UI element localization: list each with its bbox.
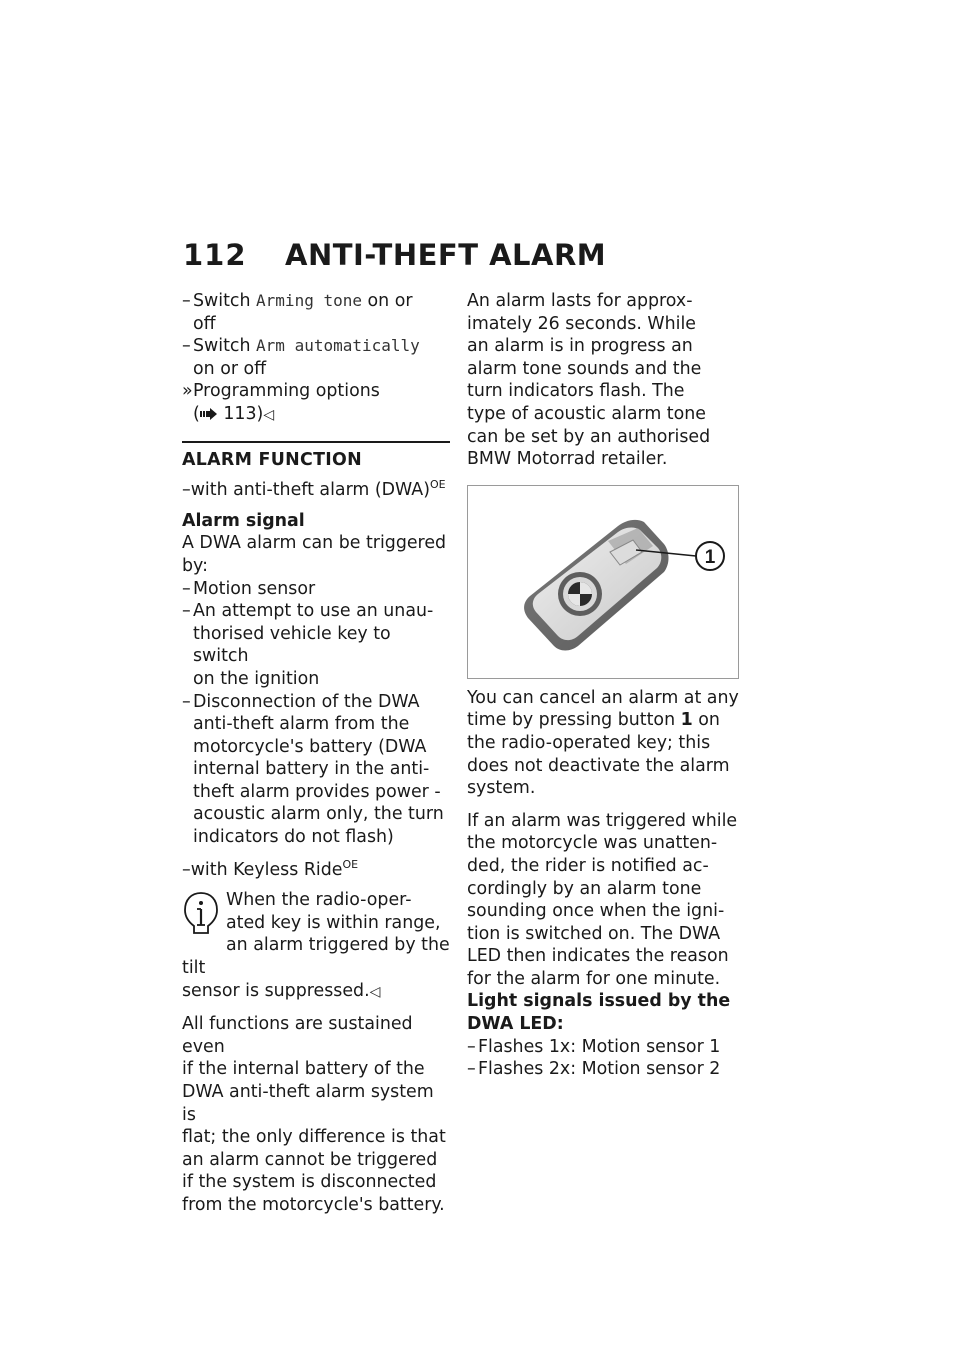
para-line [467,709,739,732]
xref-text: Programming options [193,381,380,402]
list-dash: – [467,1036,476,1057]
menu-item-arming-tone [182,290,450,313]
para-line: does not deactivate the alarm [467,755,730,776]
para-line: an alarm cannot be triggered [182,1149,438,1170]
led-signals-heading [467,990,739,1035]
trigger-continuation: internal battery in the anti- [193,759,430,780]
oe-badge: OE [430,478,446,492]
list-dash: – [182,291,191,311]
alarm-signal-intro: A DWA alarm can be triggered by: [182,533,447,576]
list-dash: – [182,601,191,622]
para-line: turn indicators flash. The [467,381,685,402]
note-line: When the radio-oper- [226,890,412,911]
menu-item-arm-automatically [182,335,450,358]
trigger-item [182,691,450,714]
info-icon [182,891,220,935]
para-text: on [692,710,720,731]
para-line: DWA anti-theft alarm system is [182,1082,434,1125]
trigger-continuation: on the ignition [193,668,320,689]
keyless-equipment-line [182,859,450,882]
radio-key-illustration [468,486,738,678]
list-dash: – [182,336,191,357]
xref-page: 113) [217,403,264,424]
para-line: system. [467,778,536,799]
note-line: ated key is within range, [226,912,441,933]
trigger-item [182,578,450,601]
key-fob-figure [467,485,739,679]
para-line: the radio-operated key; this [467,732,711,753]
equipment-text: –with Keyless Ride [182,859,343,880]
chapter-title: ANTI-THEFT ALARM [285,238,607,272]
para-line: flat; the only difference is that [182,1127,446,1148]
trigger-continuation: thorised vehicle key to switch [193,623,391,667]
xref-marker: » [182,381,193,402]
trigger-text: Motion sensor [193,578,316,599]
end-mark-icon: ◁ [263,406,275,423]
alarm-duration-paragraph [467,290,739,471]
para-text: time by pressing button [467,710,681,731]
arrow-right-icon [200,408,218,420]
button-ref: 1 [680,710,693,731]
heading-line: Light signals issued by the [467,991,731,1012]
trigger-continuation: acoustic alarm only, the turn [193,804,444,825]
para-line: for the alarm for one minute. [467,968,721,989]
para-line: can be set by an authorised [467,426,711,447]
menu-item-continuation: on or off [193,358,267,379]
key-fob [524,520,668,651]
para-line: All functions are sustained even [182,1014,413,1057]
para-line: alarm tone sounds and the [467,358,702,379]
menu-option-name: Arming tone [256,291,362,310]
para-line: LED then indicates the reason [467,946,729,967]
para-line: sounding once when the igni- [467,901,725,922]
trigger-continuation: theft alarm provides power - [193,781,441,802]
xref-open-paren: ( [193,403,200,424]
para-line: an alarm is in progress an [467,336,693,357]
led-signal-item [467,1058,739,1081]
heading-line: DWA LED: [467,1014,564,1035]
list-dash: – [467,1059,476,1080]
para-line: An alarm lasts for approx- [467,291,693,311]
para-line: tion is switched on. The DWA [467,923,721,944]
xref-page-line[interactable] [182,403,450,427]
menu-item-continuation: off [193,313,216,334]
section-heading: ALARM FUNCTION [182,449,362,470]
list-dash: – [182,578,191,599]
trigger-continuation: motorcycle's battery (DWA [193,736,427,757]
para-line: if the internal battery of the [182,1059,425,1080]
section-divider [182,441,450,443]
menu-item-suffix: on or [362,291,413,311]
menu-option-name: Arm automatically [256,336,420,356]
trigger-continuation: anti-theft alarm from the [193,714,410,735]
oe-badge: OE [342,857,359,871]
para-line: cordingly by an alarm tone [467,878,702,899]
info-note [182,889,450,1003]
para-line: the motorcycle was unatten- [467,833,718,854]
para-line: If an alarm was triggered while [467,810,738,831]
para-line: type of acoustic alarm tone [467,403,706,424]
menu-item-prefix: Switch [193,291,257,311]
para-line: if the system is disconnected [182,1172,437,1193]
unattended-alarm-paragraph [467,810,739,991]
equipment-text: –with anti-theft alarm (DWA) [182,480,430,501]
para-line: from the motorcycle's battery. [182,1194,445,1215]
trigger-continuation: indicators do not flash) [193,827,394,848]
led-signal-text: Flashes 1x: Motion sensor 1 [478,1036,721,1057]
note-line: an alarm triggered by the tilt [182,935,450,979]
list-dash: – [182,691,191,712]
para-line: You can cancel an alarm at any [467,687,739,708]
note-text: sensor is suppressed. [182,980,370,1001]
note-line [182,980,450,1004]
battery-paragraph [182,1013,450,1216]
cross-reference[interactable] [182,380,450,403]
cancel-alarm-paragraph [467,687,739,800]
alarm-signal-heading: Alarm signal [182,510,305,531]
page-header [183,238,606,278]
led-signal-item [467,1036,739,1059]
trigger-text: Disconnection of the DWA [193,691,420,712]
end-mark-icon: ◁ [369,983,381,1000]
para-line: BMW Motorrad retailer. [467,449,668,470]
callout-number: 1 [704,546,716,568]
trigger-text: An attempt to use an unau- [193,601,434,622]
page-number: 112 [183,238,247,272]
trigger-item [182,600,450,623]
led-signal-text: Flashes 2x: Motion sensor 2 [478,1059,721,1080]
left-column [182,290,450,1227]
equipment-line [182,479,450,502]
para-line: ded, the rider is notified ac- [467,855,709,876]
menu-item-prefix: Switch [193,336,257,357]
right-column [467,290,739,1081]
para-line: imately 26 seconds. While [467,313,696,334]
